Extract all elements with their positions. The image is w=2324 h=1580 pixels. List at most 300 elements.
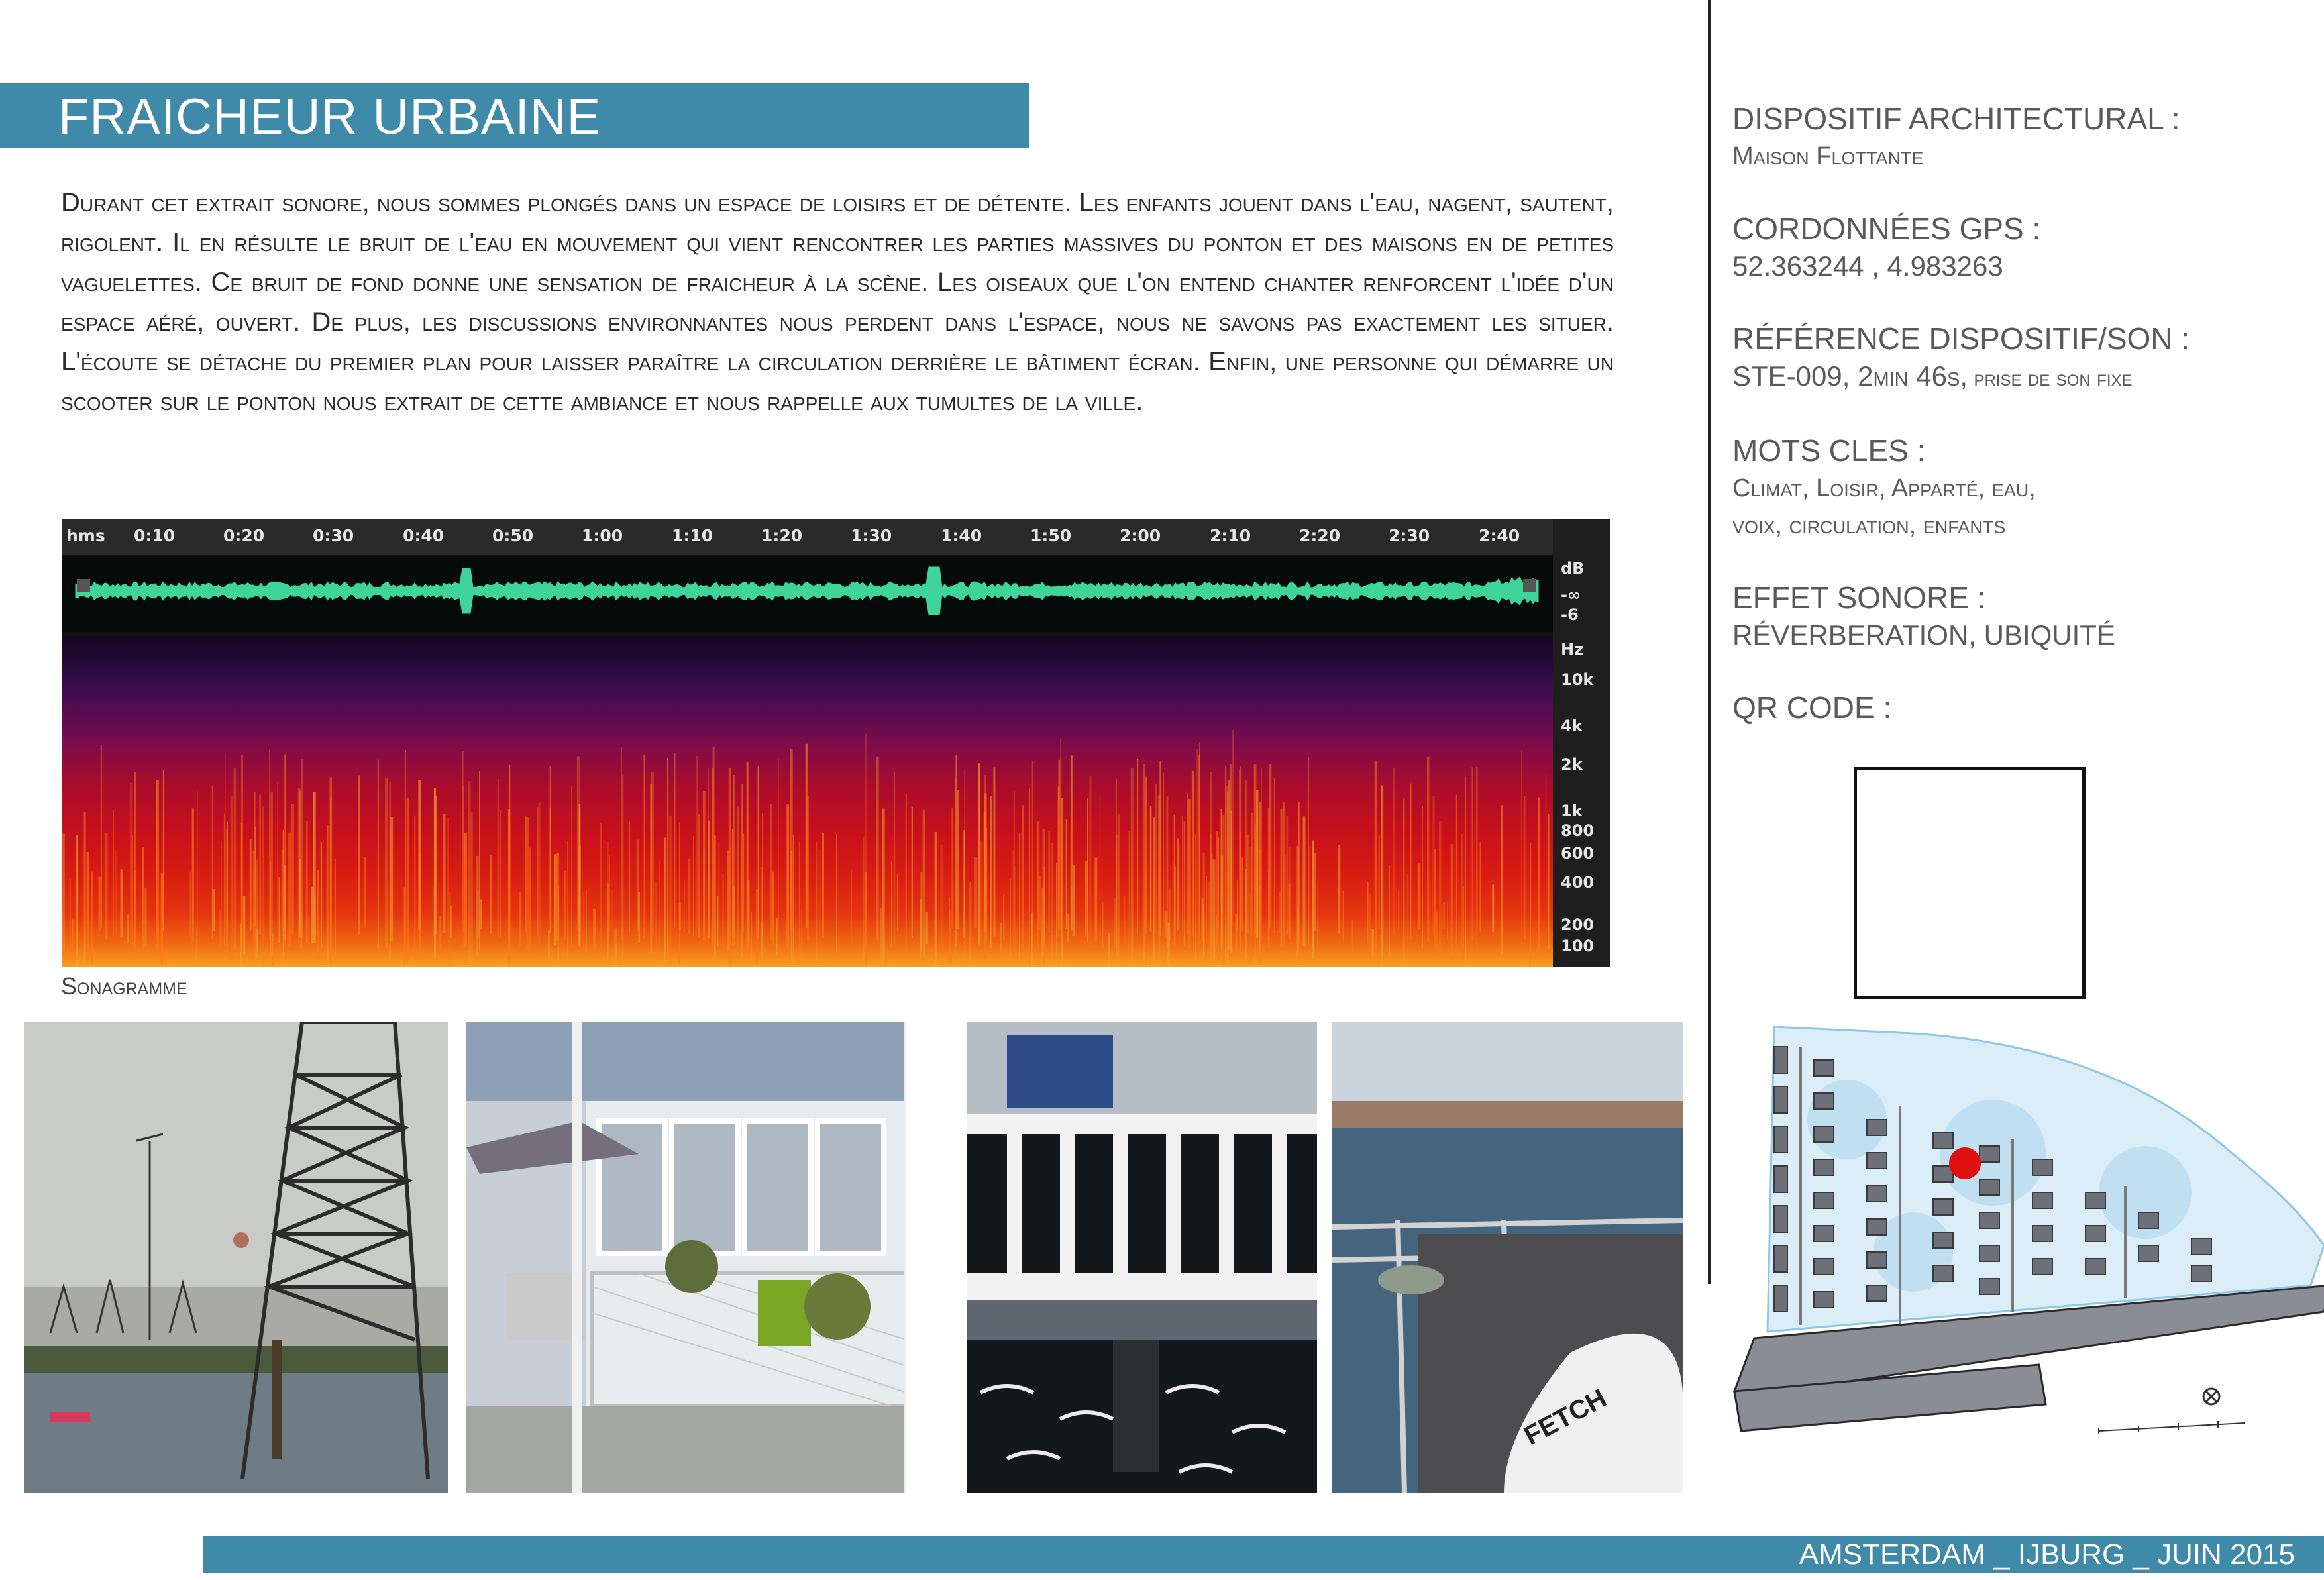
spectrogram-streak xyxy=(259,794,260,934)
spectrogram-streak xyxy=(224,813,225,945)
spectrogram-streak xyxy=(1432,796,1435,935)
spectrogram-streak xyxy=(277,783,278,931)
qr-label: QR CODE : xyxy=(1732,690,1892,725)
effect-block xyxy=(1732,578,2302,654)
sonogram-caption: Sonagramme xyxy=(61,973,187,1000)
spectrogram-streak xyxy=(1153,817,1155,960)
spectrogram-streak xyxy=(130,783,132,940)
spectrogram-streak xyxy=(1268,808,1270,949)
spectrogram-streak xyxy=(1247,835,1249,934)
spectrogram-streak xyxy=(72,920,74,955)
spectrogram-streak xyxy=(1150,806,1152,932)
spectrogram-streak xyxy=(519,892,521,946)
spectrogram-streak xyxy=(364,857,366,928)
time-ruler xyxy=(62,519,1553,555)
spectrogram-streak xyxy=(163,770,164,930)
reference-value-main: STE-009, 2min 46s, xyxy=(1732,360,1968,392)
spectrogram-streak xyxy=(1398,891,1399,929)
spectrogram-streak xyxy=(718,842,719,930)
spectrogram-streak xyxy=(708,820,710,937)
spectrogram-streak xyxy=(1312,840,1314,959)
spectrogram-streak xyxy=(822,833,824,938)
spectrogram-streak xyxy=(1245,869,1246,960)
spectrogram-streak xyxy=(600,823,602,960)
spectrogram-streak xyxy=(963,830,965,938)
qr-block xyxy=(1732,688,2302,727)
time-tick: 1:10 xyxy=(672,526,713,545)
spectrogram-streak xyxy=(291,804,294,935)
time-tick: 2:30 xyxy=(1389,526,1430,545)
spectrogram-streak xyxy=(1352,920,1353,954)
spectrogram-streak xyxy=(1375,761,1377,950)
db-tick: -∞ xyxy=(1561,586,1581,604)
spectrogram-streak xyxy=(696,756,698,928)
spectrogram-streak xyxy=(984,775,986,929)
spectrogram-streak xyxy=(894,772,895,944)
spectrogram-streak xyxy=(1410,784,1411,939)
spectrogram-streak xyxy=(288,833,291,947)
spectrogram-streak xyxy=(1548,814,1550,949)
spectrogram-streak xyxy=(197,791,198,943)
spectrogram-streak xyxy=(1456,795,1457,955)
spectrogram-streak xyxy=(1155,784,1157,934)
time-tick: 0:20 xyxy=(223,526,265,545)
spectrogram-streak xyxy=(132,835,133,952)
spectrogram-streak xyxy=(539,803,541,955)
spectrogram-streak xyxy=(1381,786,1383,967)
footer-band xyxy=(203,1536,2324,1573)
spectrogram-streak xyxy=(941,845,943,951)
spectrogram-streak xyxy=(1015,866,1016,954)
reference-value-small: prise de son fixe xyxy=(1968,366,2133,391)
spectrogram-streak xyxy=(698,814,700,938)
spectrogram-streak xyxy=(993,767,995,936)
spectrogram-streak xyxy=(1159,761,1161,936)
dispositif-value: Maison Flottante xyxy=(1732,142,1924,170)
spectrogram-streak xyxy=(279,877,280,943)
spectrogram-streak xyxy=(1166,796,1168,947)
spectrogram-streak xyxy=(1239,770,1240,937)
spectrogram-streak xyxy=(1058,787,1060,938)
spectrogram-streak xyxy=(1317,922,1318,953)
spectrogram-streak xyxy=(1102,903,1103,949)
gps-value: 52.363244 , 4.983263 xyxy=(1732,250,2003,282)
description-paragraph: Durant cet extrait sonore, nous sommes plongés dans un espace de loisirs et de détente. Les enfants jouent dans l'eau, nagent, sautent, rigolent. Il en résulte le bruit de l'eau en mouvement qui vient rencontrer les parties massives du ponton et des maisons en de petites vaguelettes. Ce bruit de fond donne une sensation de fraicheur à la scène. Les oiseaux que l'on entend chanter renforcent l'idée d'un espace aéré, ouvert. De plus, les discussions environnantes nous perdent dans l'espace, nous ne savons pas exactement les situer. L'écoute se détache du premier plan pour laisser paraître la circulation derrière le bâtiment écran. Enfin, une personne qui démarre un scooter sur le ponton nous extrait de cette ambiance et nous rappelle aux tumultes de la ville. xyxy=(61,188,1614,416)
spectrogram-streak xyxy=(643,755,645,939)
spectrogram-streak xyxy=(863,837,865,967)
spectrogram-streak xyxy=(1066,819,1067,929)
spectrogram-streak xyxy=(1279,892,1281,933)
spectrogram-streak xyxy=(301,759,303,939)
spectrogram-streak xyxy=(1000,923,1002,953)
spectrogram-streak xyxy=(1232,730,1234,927)
spectrogram-streak xyxy=(876,757,878,941)
time-tick: 2:40 xyxy=(1479,526,1520,545)
spectrogram-streak xyxy=(1367,882,1369,945)
gps-label: CORDONNÉES GPS : xyxy=(1732,211,2041,246)
spectrogram-streak xyxy=(727,851,730,951)
spectrogram-streak xyxy=(1129,831,1131,956)
spectrogram-streak xyxy=(537,807,539,935)
hz-tick: 100 xyxy=(1561,937,1595,955)
spectrogram-streak xyxy=(1447,901,1448,941)
spectrogram-streak xyxy=(1137,759,1139,935)
spectrogram-streak xyxy=(405,750,406,947)
spectrogram-streak xyxy=(778,759,779,927)
spectrogram-streak xyxy=(1022,805,1024,949)
spectrogram-streak xyxy=(1193,777,1194,951)
spectrogram-streak xyxy=(1303,816,1306,946)
spectrogram-streak xyxy=(816,842,817,963)
spectrogram-streak xyxy=(321,842,322,948)
keywords-block xyxy=(1732,431,2302,544)
spectrogram-streak xyxy=(790,749,793,931)
spectrogram-streak xyxy=(1118,814,1120,961)
spectrogram-streak xyxy=(113,810,114,937)
spectrogram-streak xyxy=(105,833,108,939)
spectrogram-streak xyxy=(1240,892,1241,958)
spectrogram-streak xyxy=(664,838,666,963)
spectrogram-streak xyxy=(299,790,301,928)
time-tick: 0:30 xyxy=(313,526,354,545)
spectrogram-streak xyxy=(243,896,245,954)
spectrogram-streak xyxy=(558,886,559,963)
spectrogram-streak xyxy=(231,796,233,962)
spectrogram-streak xyxy=(443,814,446,933)
spectrogram-streak xyxy=(1116,835,1118,955)
spectrogram-streak xyxy=(1184,821,1185,947)
spectrogram-streak xyxy=(897,874,898,931)
hz-tick: 2k xyxy=(1561,755,1583,774)
spectrogram-streak xyxy=(327,825,329,964)
spectrogram-streak xyxy=(743,834,745,933)
spectrogram-streak xyxy=(1196,749,1198,939)
spectrogram-streak xyxy=(737,806,739,955)
spectrogram-streak xyxy=(226,829,228,955)
spectrogram-streak xyxy=(1094,858,1097,942)
spectrogram-streak xyxy=(1187,794,1188,935)
spectrogram-streak xyxy=(776,918,778,956)
spectrogram-streak xyxy=(564,871,565,940)
spectrogram-streak xyxy=(1195,834,1196,960)
spectrogram-streak xyxy=(935,832,937,965)
spectrogram-streak xyxy=(449,893,451,966)
spectrogram-streak xyxy=(1198,755,1200,953)
spectrogram-streak xyxy=(1371,929,1373,956)
spectrogram-streak xyxy=(1228,780,1230,950)
spectrogram-streak xyxy=(758,766,759,938)
spectrogram-streak xyxy=(490,855,492,933)
spectrogram-streak xyxy=(284,865,286,940)
spectrogram-streak xyxy=(951,808,953,929)
spectrogram-streak xyxy=(255,827,256,927)
spectrogram-streak xyxy=(1261,768,1262,940)
spectrogram-streak xyxy=(1251,813,1253,936)
scale-bar-icon xyxy=(2099,1421,2245,1434)
spectrogram-streak xyxy=(1051,843,1053,962)
spectrogram-streak xyxy=(468,781,471,963)
spectrogram-streak xyxy=(1286,816,1288,935)
spectrogram-streak xyxy=(262,806,264,963)
spectrogram-streak xyxy=(508,809,511,963)
spectrogram-streak xyxy=(550,808,551,934)
spectrogram-streak xyxy=(1085,861,1088,937)
hz-unit-label: Hz xyxy=(1561,640,1584,658)
spectrogram-streak xyxy=(213,889,215,931)
spectrogram-streak xyxy=(471,812,473,965)
spectrogram-streak xyxy=(1538,798,1540,954)
effect-label: EFFET SONORE : xyxy=(1732,580,1986,615)
spectrogram-streak xyxy=(256,860,258,950)
spectrogram-streak xyxy=(270,792,273,956)
spectrogram-streak xyxy=(1108,933,1110,963)
spectrogram-streak xyxy=(957,790,959,929)
spectrogram-streak xyxy=(1297,846,1298,962)
spectrogram-streak xyxy=(419,855,421,953)
spectrogram-streak xyxy=(76,835,78,967)
spectrogram-streak xyxy=(920,872,922,951)
spectrogram-streak xyxy=(1443,902,1445,929)
spectrogram-streak xyxy=(101,745,102,928)
spectrogram-streak xyxy=(621,747,622,940)
spectrogram-streak xyxy=(882,808,885,965)
spectrogram-streak xyxy=(577,756,580,931)
spectrogram-streak xyxy=(1422,806,1423,948)
time-tick: 0:10 xyxy=(134,526,176,545)
spectrogram-streak xyxy=(836,834,837,953)
spectrogram-streak xyxy=(1237,880,1238,929)
reference-block xyxy=(1732,319,2302,397)
spectrogram-streak xyxy=(91,871,93,964)
spectrogram-streak xyxy=(1472,767,1473,941)
spectrogram-streak xyxy=(1029,788,1030,965)
spectrogram-streak xyxy=(609,855,610,931)
spectrogram-streak xyxy=(478,891,480,939)
photo-pylon-swimmers xyxy=(24,1022,448,1493)
spectrogram-streak xyxy=(713,747,715,945)
spectrogram-streak xyxy=(1476,767,1478,954)
spectrogram-streak xyxy=(980,841,983,945)
spectrogram-streak xyxy=(1369,893,1371,957)
spectrogram-streak xyxy=(1461,834,1463,947)
spectrogram-streak xyxy=(87,852,89,961)
db-tick: -6 xyxy=(1561,606,1579,624)
spectrogram-streak xyxy=(1227,792,1228,965)
spectrogram-streak xyxy=(283,830,284,957)
spectrogram-streak xyxy=(1492,884,1494,932)
time-tick: 0:50 xyxy=(492,526,534,545)
spectrogram-streak xyxy=(1169,889,1171,941)
spectrogram-streak xyxy=(84,812,86,965)
scroll-right-icon xyxy=(1523,579,1536,592)
spectrogram-streak xyxy=(629,821,631,932)
spectrogram-streak xyxy=(1230,764,1232,953)
hz-tick: 10k xyxy=(1561,670,1594,689)
spectrogram-streak xyxy=(607,884,609,959)
time-unit-label: hms xyxy=(66,526,105,545)
reference-value xyxy=(1732,358,2302,397)
spectrogram-streak xyxy=(1480,842,1481,933)
spectrogram-streak xyxy=(659,860,660,961)
spectrogram-streak xyxy=(1389,865,1390,956)
spectrogram-streak xyxy=(1182,816,1183,932)
spectrogram-streak xyxy=(335,859,337,955)
spectrogram-streak xyxy=(1407,873,1408,941)
spectrogram-streak xyxy=(1218,837,1219,961)
spectrogram-streak xyxy=(990,796,992,949)
spectrogram-streak xyxy=(865,872,867,965)
spectrogram-streak xyxy=(1203,853,1205,959)
spectrogram-streak xyxy=(98,877,101,931)
spectrogram-streak xyxy=(751,912,752,961)
spectrogram-streak xyxy=(1418,863,1420,929)
spectrogram-streak xyxy=(1188,799,1191,949)
spectrogram-streak xyxy=(756,889,758,963)
site-plan-map xyxy=(1715,1020,2324,1491)
time-tick: 1:50 xyxy=(1030,526,1072,545)
spectrogram-streak xyxy=(1071,886,1072,930)
spectrogram-streak xyxy=(1039,876,1041,929)
qr-code-placeholder[interactable] xyxy=(1854,767,2086,999)
spectrogram-streak xyxy=(1177,838,1179,930)
spectrogram-streak xyxy=(156,780,159,956)
spectrogram-streak xyxy=(1222,815,1225,963)
hz-tick: 4k xyxy=(1561,717,1583,735)
north-arrow-icon xyxy=(2203,1389,2219,1404)
spectrogram-streak xyxy=(414,816,415,960)
vertical-divider xyxy=(1708,0,1711,1284)
spectrogram-streak xyxy=(1309,847,1310,961)
spectrogram-streak xyxy=(1378,835,1380,929)
spectrogram-streak xyxy=(70,878,71,958)
spectrogram-streak xyxy=(1010,878,1011,957)
time-tick: 2:20 xyxy=(1299,526,1341,545)
spectrogram-streak xyxy=(978,763,980,945)
spectrogram-streak xyxy=(1241,857,1243,931)
spectrogram-streak xyxy=(1131,768,1134,961)
spectrogram-streak xyxy=(1173,861,1174,928)
spectrogram-streak xyxy=(1439,821,1442,952)
spectrogram-streak xyxy=(593,909,596,952)
spectrogram-streak xyxy=(637,840,639,931)
time-tick: 1:20 xyxy=(761,526,803,545)
spectrogram-streak xyxy=(1019,833,1020,961)
spectrogram-streak xyxy=(741,784,743,957)
spectrogram-streak xyxy=(586,890,587,953)
spectrogram-streak xyxy=(526,817,529,949)
waveform xyxy=(62,556,1553,632)
spectrogram-streak xyxy=(554,854,556,945)
time-tick: 0:40 xyxy=(403,526,445,545)
spectrogram-streak xyxy=(480,900,482,929)
spectrogram-streak xyxy=(655,882,657,959)
spectrogram-streak xyxy=(1521,751,1522,945)
spectrogram-streak xyxy=(464,833,467,947)
spectrogram-streak xyxy=(1403,798,1404,963)
spectrogram-streak xyxy=(770,804,772,940)
time-tick: 2:00 xyxy=(1120,526,1161,545)
spectrogram-streak xyxy=(799,842,800,953)
spectrogram-streak xyxy=(1163,773,1164,964)
db-unit-label: dB xyxy=(1561,559,1585,578)
spectrogram-streak xyxy=(1067,914,1069,942)
spectrogram-streak xyxy=(801,910,802,957)
spectrogram-streak xyxy=(1393,768,1395,935)
spectrogram-streak xyxy=(219,910,221,951)
spectrogram-streak xyxy=(250,839,252,931)
time-tick: 1:00 xyxy=(582,526,623,545)
spectrogram-streak xyxy=(1530,843,1531,966)
spectrogram-streak xyxy=(1206,876,1207,943)
spectrogram-streak xyxy=(1501,805,1503,953)
spectrogram-streak xyxy=(793,835,794,965)
spectrogram-streak xyxy=(314,896,316,935)
spectrogram-streak xyxy=(142,847,144,949)
spectrogram-streak xyxy=(241,755,242,943)
waveform-graphic xyxy=(62,556,1553,632)
spectrogram-streak xyxy=(684,880,685,931)
time-tick: 2:10 xyxy=(1210,526,1251,545)
spectrogram-streak xyxy=(674,753,675,927)
spectrogram-streak xyxy=(955,777,956,957)
spectrogram-streak xyxy=(1255,824,1256,964)
spectrogram-streak xyxy=(1043,904,1045,967)
spectrogram-streak xyxy=(1143,764,1145,962)
spectrogram-streak xyxy=(390,817,393,941)
spectrogram-streak xyxy=(717,896,718,947)
spectrogram-streak xyxy=(115,850,117,934)
spectrogram-streak xyxy=(583,892,585,957)
sonogram xyxy=(62,519,1610,967)
spectrogram-streak xyxy=(1308,757,1309,945)
spectrogram-streak xyxy=(923,810,925,957)
spectrogram-streak xyxy=(1451,844,1453,961)
spectrogram-streak xyxy=(703,791,706,940)
spectrogram-streak xyxy=(330,798,331,952)
effect-value: RÉVERBERATION, UBIQUITÉ xyxy=(1732,619,2115,651)
spectrogram-streak xyxy=(880,908,882,963)
spectrogram-streak xyxy=(1427,757,1429,943)
frequency-axis xyxy=(1553,519,1610,967)
spectrogram-streak xyxy=(144,888,147,946)
dispositif-label: DISPOSITIF ARCHITECTURAL : xyxy=(1732,101,2180,136)
hz-tick: 200 xyxy=(1561,916,1595,934)
spectrogram-streak xyxy=(906,794,907,953)
spectrogram-streak xyxy=(1524,796,1525,939)
spectrogram-streak xyxy=(1048,831,1050,933)
spectrogram-streak xyxy=(548,930,549,959)
spectrogram-streak xyxy=(761,867,764,965)
spectrogram-streak xyxy=(1211,854,1213,945)
hz-tick: 800 xyxy=(1561,821,1595,840)
spectrogram-streak xyxy=(317,870,319,960)
spectrogram-streak xyxy=(688,859,690,934)
spectrogram-streak xyxy=(1463,886,1464,959)
photo-pontoon-water xyxy=(967,1022,1317,1493)
hz-tick: 1k xyxy=(1561,802,1583,820)
spectrogram-streak xyxy=(1003,895,1005,941)
spectrogram-streak xyxy=(622,774,623,965)
spectrogram-streak xyxy=(1145,873,1147,967)
spectrogram-streak xyxy=(407,798,409,962)
spectrogram-streak xyxy=(820,849,821,934)
spectrogram-streak xyxy=(969,882,971,963)
scroll-left-icon xyxy=(77,579,90,592)
spectrogram-streak xyxy=(669,816,672,965)
spectrogram-streak xyxy=(615,929,617,966)
spectrogram-streak xyxy=(1056,863,1057,964)
spectrogram-streak xyxy=(806,744,808,928)
